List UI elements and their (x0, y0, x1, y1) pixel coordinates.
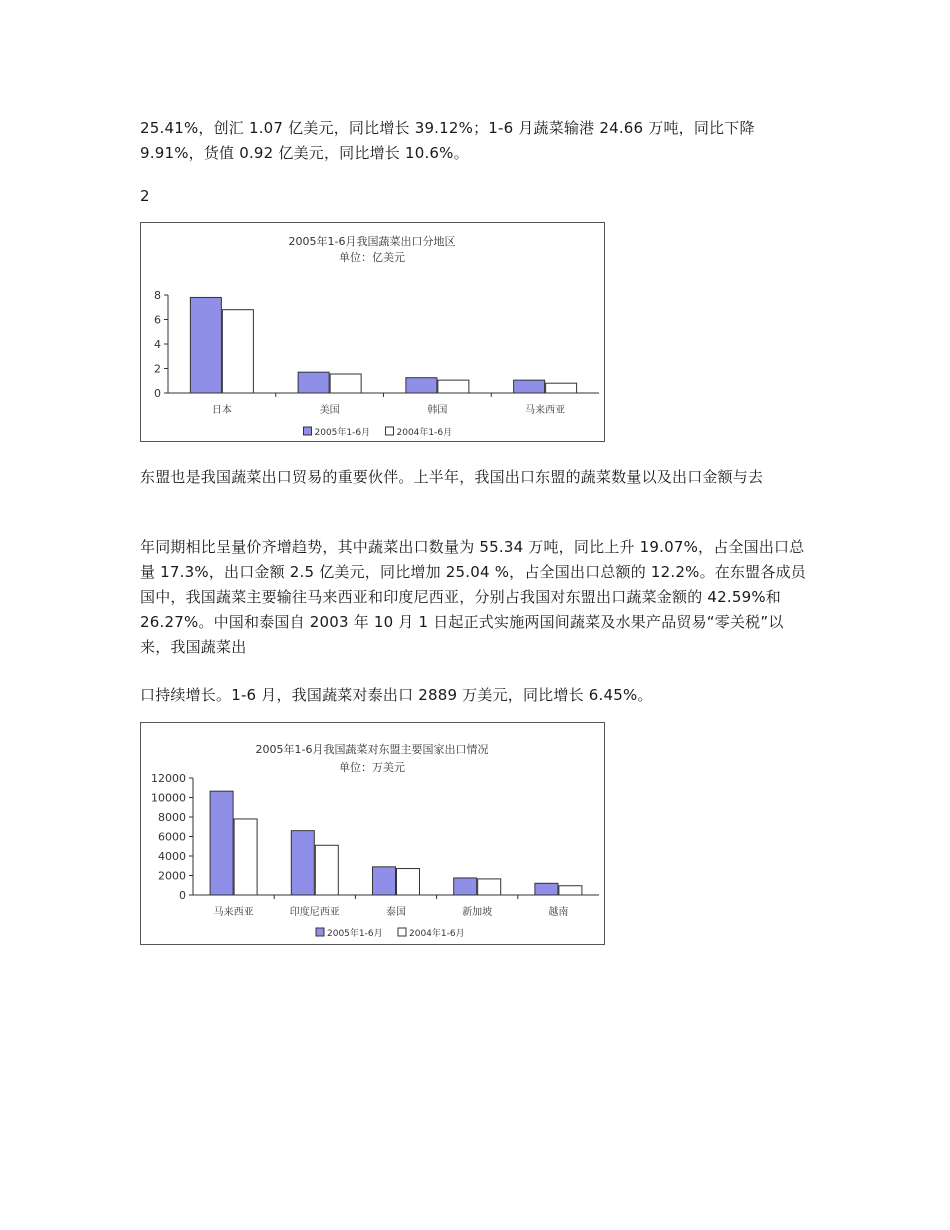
legend-label-2004: 2004年1-6月 (396, 428, 453, 438)
bar-2004 (478, 879, 501, 895)
chart-title: 2005年1-6月我国蔬菜对东盟主要国家出口情况 (255, 743, 489, 756)
x-tick-label: 泰国 (386, 907, 406, 918)
legend-label-2005: 2005年1-6月 (314, 428, 371, 438)
legend-swatch-2004 (398, 928, 406, 936)
bar-2004 (397, 869, 420, 895)
y-tick-label: 8 (154, 289, 161, 302)
bar-2004 (234, 819, 257, 895)
paragraph-asean-detail: 年同期相比呈量价齐增趋势，其中蔬菜出口数量为 55.34 万吨，同比上升 19.07%，占全国出口总量 17.3%，出口金额 2.5 亿美元，同比增加 25.04 %，占全国出口总额的 12.2%。在东盟各成员国中，我国蔬菜主要输往马来西亚和印度尼西亚，分别占我国对东盟出口蔬菜金额的 42.59%和 26.27%。中国和泰国自 2003 年 10 月 1 日起正式实施两国间蔬菜及水果产品贸易“零关税”以来，我国蔬菜出 (140, 538, 806, 656)
bar-2005 (291, 831, 314, 895)
x-tick-label: 马来西亚 (213, 907, 254, 918)
bar-2004 (330, 374, 361, 393)
bar-2005 (406, 378, 437, 393)
bar-2005 (298, 372, 329, 393)
paragraph-thailand: 口持续增长。1-6 月，我国蔬菜对泰出口 2889 万美元，同比增长 6.45%。 (140, 686, 653, 704)
bar-2005 (210, 791, 233, 895)
legend-label-2005: 2005年1-6月 (327, 929, 383, 939)
section-number: 2 (140, 187, 150, 205)
bar-2004 (559, 886, 582, 895)
legend-label-2004: 2004年1-6月 (409, 929, 465, 939)
chart-asean-exports (140, 722, 605, 945)
x-tick-label: 美国 (319, 405, 340, 416)
bar-2005 (454, 878, 477, 895)
x-tick-label: 日本 (211, 405, 232, 416)
x-tick-label: 新加坡 (462, 907, 493, 918)
x-tick-label: 越南 (548, 907, 569, 918)
y-tick-label: 12000 (151, 772, 186, 785)
y-tick-label: 0 (154, 387, 161, 400)
bar-2004 (546, 383, 577, 393)
chart-subtitle: 单位：万美元 (339, 761, 405, 774)
chart-subtitle: 单位：亿美元 (339, 251, 405, 264)
chart-export-by-region-svg (141, 223, 604, 441)
bar-2005 (535, 883, 558, 895)
chart-export-by-region (140, 222, 605, 442)
bar-2004 (438, 380, 469, 393)
y-tick-label: 4000 (158, 850, 186, 863)
legend-swatch-2004 (386, 427, 394, 435)
legend-swatch-2005 (316, 928, 324, 936)
y-tick-label: 8000 (158, 811, 186, 824)
x-tick-label: 印度尼西亚 (289, 907, 340, 918)
x-tick-label: 韩国 (427, 405, 448, 416)
bar-2004 (315, 845, 338, 895)
legend-swatch-2005 (304, 427, 312, 435)
y-tick-label: 2 (154, 362, 161, 376)
y-tick-label: 10000 (151, 791, 186, 805)
y-tick-label: 6 (154, 313, 161, 327)
bar-2004 (222, 310, 253, 393)
y-tick-label: 0 (179, 889, 186, 902)
y-tick-label: 6000 (158, 830, 186, 844)
bar-2005 (514, 380, 545, 393)
y-tick-label: 2000 (158, 869, 186, 883)
y-tick-label: 4 (154, 338, 161, 351)
bar-2005 (190, 297, 221, 393)
chart-title: 2005年1-6月我国蔬菜出口分地区 (288, 235, 456, 248)
bar-2005 (373, 867, 396, 895)
chart-asean-exports-svg (141, 723, 604, 944)
x-tick-label: 马来西亚 (525, 405, 566, 416)
paragraph-asean: 东盟也是我国蔬菜出口贸易的重要伙伴。上半年，我国出口东盟的蔬菜数量以及出口金额与去 (140, 468, 764, 486)
paragraph-intro: 25.41%，创汇 1.07 亿美元，同比增长 39.12%；1-6 月蔬菜输港 24.66 万吨，同比下降 9.91%，货值 0.92 亿美元，同比增长 10.6%。 (140, 119, 755, 162)
